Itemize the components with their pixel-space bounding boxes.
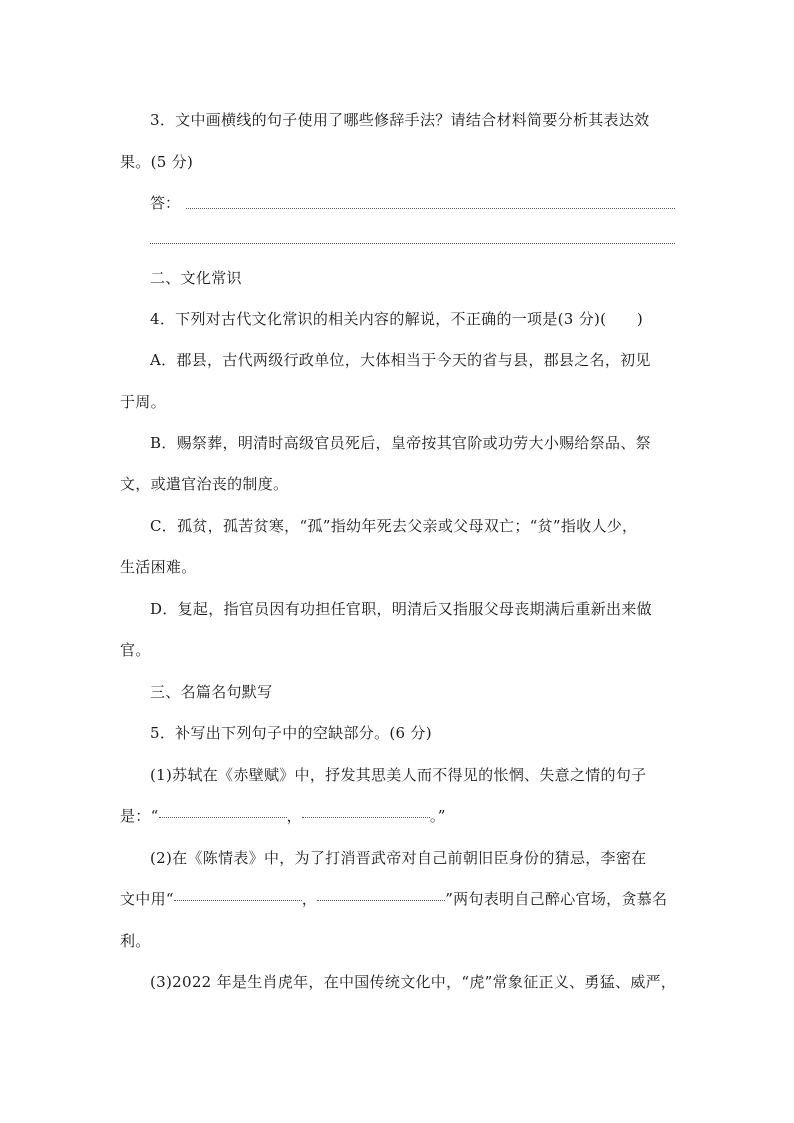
- q4-option-d-line1[interactable]: D．复起，指官员因有功担任官职，明清后又指服父母丧期满后重新出来做: [150, 600, 652, 618]
- q4-stem: 4．下列对古代文化常识的相关内容的解说，不正确的一项是(3 分)( ): [150, 310, 644, 328]
- fill-blank-4[interactable]: [317, 899, 445, 901]
- q3-stem-line1: 3．文中画横线的句子使用了哪些修辞手法？请结合材料简要分析其表达效: [150, 111, 650, 129]
- q4-option-b-line1[interactable]: B．赐祭葬，明清时高级官员死后，皇帝按其官阶或功劳大小赐给祭品、祭: [150, 434, 651, 452]
- q5-sub2-prefix: 文中用“: [120, 890, 174, 908]
- section-title-recitation: 三、名篇名句默写: [150, 683, 273, 701]
- q5-sub1-line1: (1)苏轼在《赤壁赋》中，抒发其思美人而不得见的怅惘、失意之情的句子: [150, 766, 647, 784]
- q3-answer-field[interactable]: [150, 193, 675, 213]
- q4-option-a-line2: 于周。: [120, 393, 166, 411]
- fill-blank-3[interactable]: [174, 899, 302, 901]
- q5-stem: 5．补写出下列句子中的空缺部分。(6 分): [150, 724, 432, 742]
- q5-sub2-suffix: ”两句表明自己醉心官场，贪慕名: [445, 890, 668, 908]
- section-title-culture: 二、文化常识: [150, 269, 242, 287]
- q4-option-c-line2: 生活困难。: [120, 558, 197, 576]
- q5-sub2-line1: (2)在《陈情表》中，为了打消晋武帝对自己前朝旧臣身份的猜忌，李密在: [150, 849, 647, 867]
- q3-stem-line2: 果。(5 分): [120, 153, 194, 171]
- q4-option-d-line2: 官。: [120, 641, 151, 659]
- q5-sub1-prefix: 是：“: [120, 807, 159, 825]
- fill-blank-2[interactable]: [302, 816, 430, 818]
- q5-sub2-line2: [120, 889, 667, 909]
- fill-blank-1[interactable]: [159, 816, 287, 818]
- q5-sub2-line3: 利。: [120, 932, 151, 950]
- q5-sub1-suffix: 。”: [429, 807, 446, 825]
- answer-dotted-line-2[interactable]: [150, 242, 675, 244]
- q4-option-b-line2: 文，或遣官治丧的制度。: [120, 475, 289, 493]
- q5-sub3-line1: (3)2022 年是生肖虎年，在中国传统文化中，“虎”常象征正义、勇猛、威严，: [150, 973, 677, 991]
- q4-option-c-line1[interactable]: C．孤贫，孤苦贫寒，“孤”指幼年死去父亲或父母双亡；“贫”指收人少，: [150, 517, 638, 535]
- answer-dotted-line: [186, 207, 675, 209]
- q5-sub1-line2: [120, 806, 446, 826]
- q5-sub1-sep: ，: [286, 807, 302, 825]
- q5-sub2-sep: ，: [301, 890, 318, 908]
- q4-option-a-line1[interactable]: A．郡县，古代两级行政单位，大体相当于今天的省与县，郡县之名，初见: [150, 351, 651, 369]
- answer-label: 答：: [150, 194, 181, 212]
